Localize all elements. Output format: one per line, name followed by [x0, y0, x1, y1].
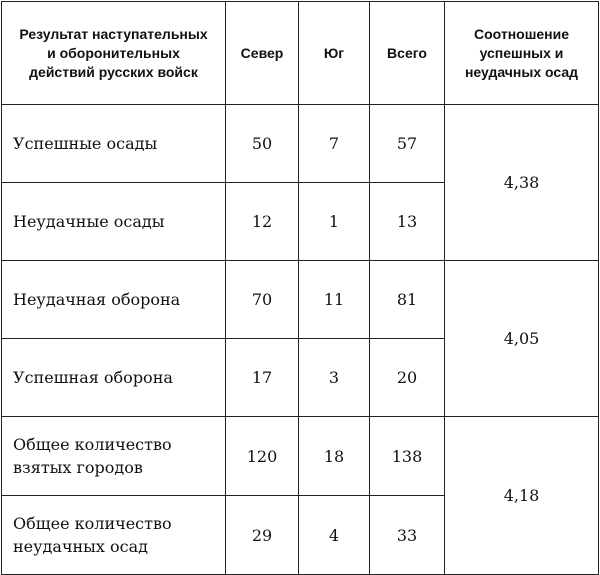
- row-label: Неудачная оборона: [2, 261, 226, 339]
- header-result: Результат наступательных и оборонительных действий русских войск: [2, 2, 226, 105]
- row-label: Неудачные осады: [2, 183, 226, 261]
- cell-south: 1: [299, 183, 370, 261]
- row-label: Успешные осады: [2, 105, 226, 183]
- cell-ratio: 4,05: [445, 261, 599, 417]
- cell-ratio: 4,18: [445, 417, 599, 575]
- table-row: [2, 105, 599, 183]
- header-north: Север: [226, 2, 299, 105]
- cell-south: 4: [299, 496, 370, 575]
- header-ratio: Соотношение успешных и неудачных осад: [445, 2, 599, 105]
- cell-south: 7: [299, 105, 370, 183]
- cell-total: 13: [370, 183, 445, 261]
- cell-north: 50: [226, 105, 299, 183]
- cell-total: 33: [370, 496, 445, 575]
- cell-north: 17: [226, 339, 299, 417]
- table-row: [2, 261, 599, 339]
- cell-north: 70: [226, 261, 299, 339]
- cell-total: 20: [370, 339, 445, 417]
- header-south: Юг: [299, 2, 370, 105]
- row-label: Общее количество взятых городов: [2, 417, 226, 496]
- siege-results-table: [1, 1, 599, 575]
- cell-south: 3: [299, 339, 370, 417]
- cell-north: 12: [226, 183, 299, 261]
- cell-ratio: 4,38: [445, 105, 599, 261]
- cell-south: 18: [299, 417, 370, 496]
- cell-total: 81: [370, 261, 445, 339]
- cell-north: 29: [226, 496, 299, 575]
- row-label: Общее количество неудачных осад: [2, 496, 226, 575]
- cell-total: 57: [370, 105, 445, 183]
- header-row: [2, 2, 599, 105]
- row-label: Успешная оборона: [2, 339, 226, 417]
- header-total: Всего: [370, 2, 445, 105]
- table-row: [2, 417, 599, 496]
- cell-total: 138: [370, 417, 445, 496]
- cell-south: 11: [299, 261, 370, 339]
- cell-north: 120: [226, 417, 299, 496]
